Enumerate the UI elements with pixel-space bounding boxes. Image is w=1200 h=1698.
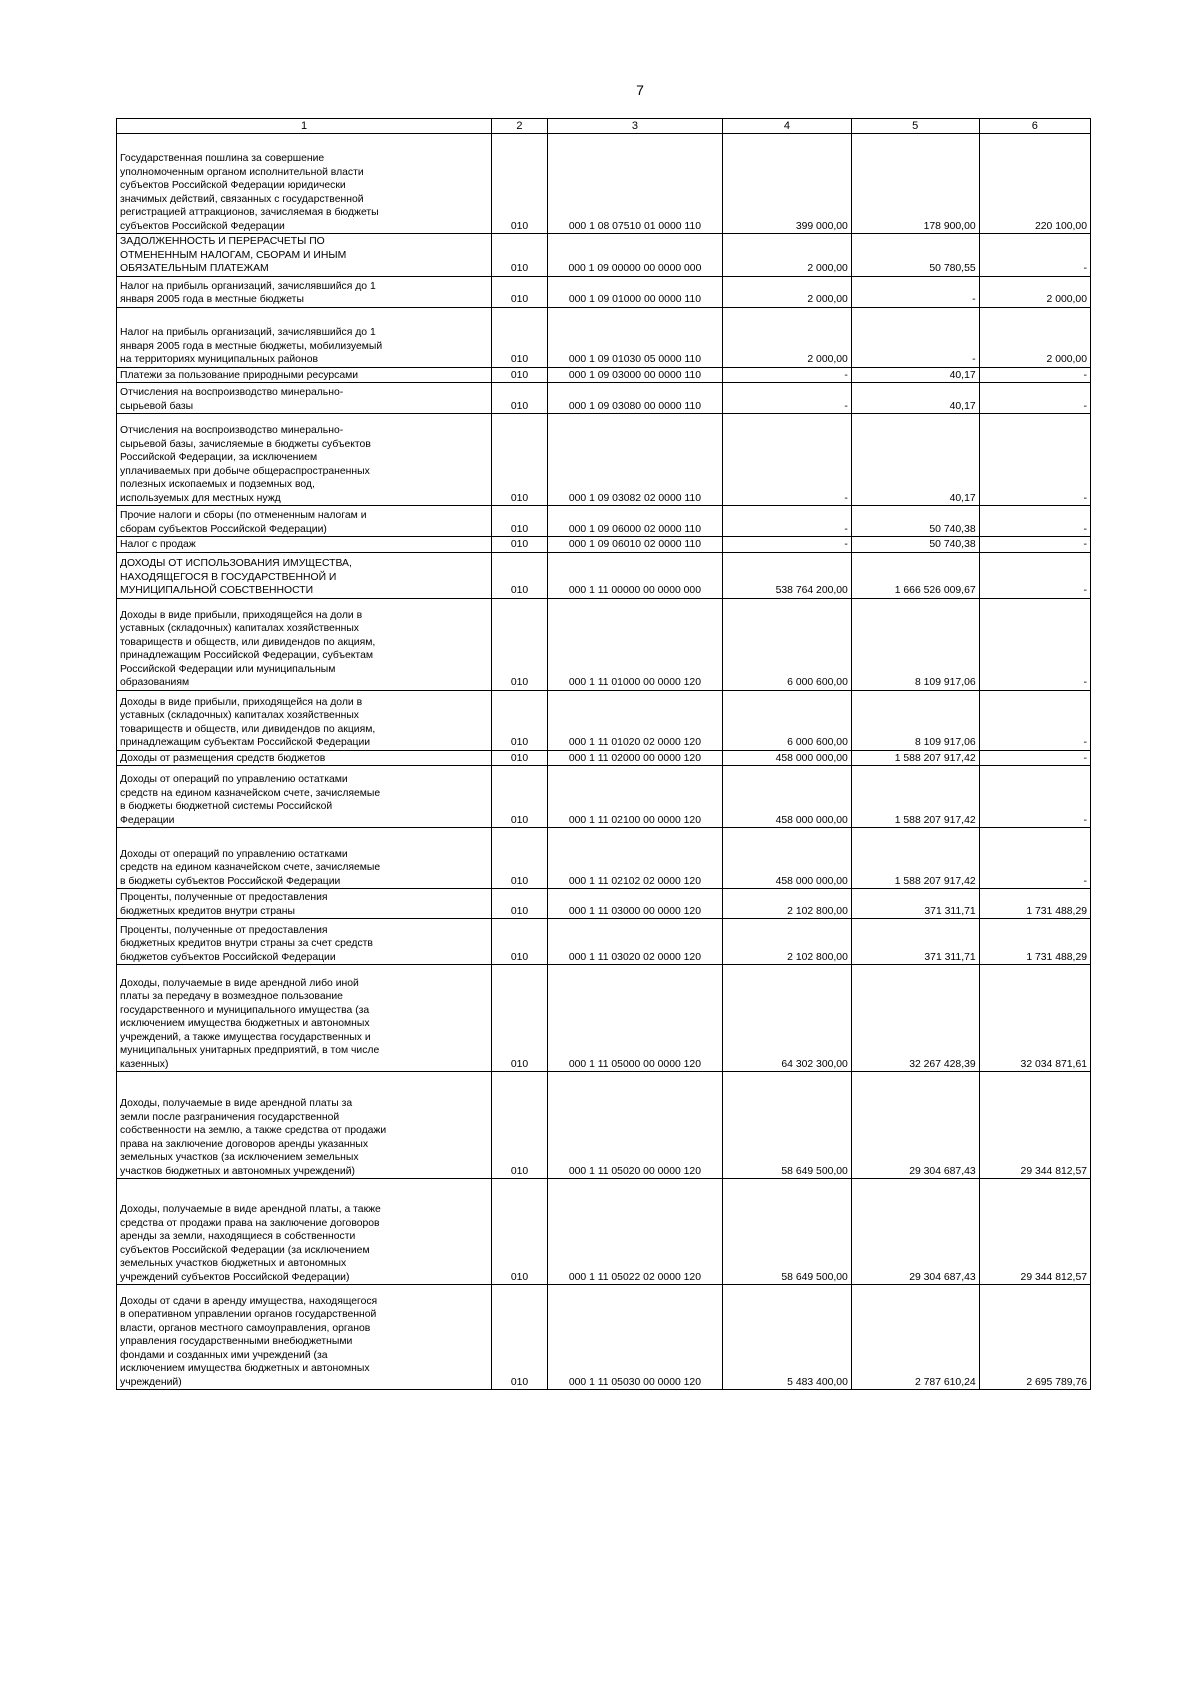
row-name-cell-text: Налог с продаж (120, 539, 196, 551)
row-line-code-cell-text: 010 (510, 1058, 529, 1070)
row-name-cell (117, 134, 492, 234)
table-row (117, 750, 1091, 766)
row-col4-cell-text: - (844, 492, 848, 504)
row-name-cell (117, 552, 492, 598)
row-name-cell (117, 414, 492, 506)
row-col6-cell (979, 276, 1090, 307)
row-col5-cell (851, 690, 979, 750)
row-col6-cell-text: - (1083, 263, 1087, 275)
row-col4-cell-text: 6 000 600,00 (787, 737, 848, 749)
row-col4-cell-text: 58 649 500,00 (781, 1165, 848, 1177)
row-line-code-cell (492, 134, 548, 234)
row-budget-code-cell-text: 000 1 09 03000 00 0000 110 (568, 369, 701, 381)
row-col5-cell (851, 1179, 979, 1285)
row-col5-cell-text: 40,17 (949, 369, 976, 381)
row-col5-cell (851, 506, 979, 537)
row-line-code-cell-text: 010 (510, 951, 529, 963)
row-name-cell (117, 1285, 492, 1390)
row-budget-code-cell-text: 000 1 09 00000 00 0000 000 (568, 263, 702, 275)
header-row (117, 119, 1091, 134)
row-line-code-cell (492, 750, 548, 766)
row-budget-code-cell (547, 1072, 722, 1179)
row-col5-cell-text: 50 740,38 (929, 539, 976, 551)
row-budget-code-cell (547, 1285, 722, 1390)
row-line-code-cell (492, 414, 548, 506)
row-col6-cell (979, 552, 1090, 598)
row-line-code-cell-text: 010 (510, 737, 529, 749)
row-budget-code-cell-text: 000 1 11 05030 00 0000 120 (568, 1376, 701, 1388)
row-col4-cell-text: 2 000,00 (807, 263, 848, 275)
page-number: 7 (636, 82, 644, 98)
row-line-code-cell-text: 010 (510, 1376, 529, 1388)
row-col6-cell (979, 1285, 1090, 1390)
row-col4-cell-text: - (844, 369, 848, 381)
row-col5-cell (851, 234, 979, 277)
row-name-cell-text: Прочие налоги и сборы (по отмененным налогам и сборам субъектов Российской Федерации) (120, 510, 367, 535)
row-col5-cell (851, 598, 979, 690)
table-row (117, 537, 1091, 553)
row-line-code-cell-text: 010 (510, 752, 529, 764)
row-name-cell-text: Доходы, получаемые в виде арендной платы, а также средства от продажи права на заключение договоров аренды за земли, находящиеся в собственности субъектов Российской Федерации (за исключением земельных участков бюджетных и автономных учреждений субъектов Российской Федерации) (120, 1204, 381, 1283)
row-col4-cell-text: 399 000,00 (795, 220, 848, 232)
row-col5-cell-text: 1 588 207 917,42 (894, 752, 976, 764)
table-row (117, 383, 1091, 414)
row-name-cell (117, 828, 492, 889)
row-col4-cell-text: 64 302 300,00 (781, 1058, 848, 1070)
row-name-cell-text: Платежи за пользование природными ресурсами (120, 369, 359, 381)
row-col5-cell-text: 50 780,55 (929, 263, 976, 275)
table-row (117, 234, 1091, 277)
row-col5-cell-text: 29 304 687,43 (909, 1165, 976, 1177)
row-col6-cell-text: 32 034 871,61 (1020, 1058, 1087, 1070)
row-budget-code-cell (547, 889, 722, 919)
row-line-code-cell-text: 010 (510, 294, 529, 306)
row-col4-cell (723, 307, 852, 367)
row-name-cell-text: Доходы от сдачи в аренду имущества, находящегося в оперативном управлении органов государственной власти, органов местного самоуправления, органов управления государственными внебюджетными фондами и созданных ими учреждений (за исключением имущества бюджетных и автономных учреждений) (120, 1295, 378, 1388)
row-name-cell (117, 889, 492, 919)
row-col5-cell (851, 919, 979, 965)
row-col5-cell (851, 828, 979, 889)
header-cell: 6 (979, 119, 1090, 134)
row-col4-cell (723, 1179, 852, 1285)
row-budget-code-cell-text: 000 1 11 05022 02 0000 120 (568, 1271, 701, 1283)
row-name-cell-text: Налог на прибыль организаций, зачислявшийся до 1 января 2005 года в местные бюджеты, мобилизуемый на территориях муниципальных районов (120, 327, 383, 366)
row-line-code-cell (492, 690, 548, 750)
row-col6-cell (979, 537, 1090, 553)
row-col4-cell (723, 367, 852, 383)
table-row (117, 134, 1091, 234)
row-col6-cell (979, 367, 1090, 383)
table-row (117, 307, 1091, 367)
row-col4-cell-text: 2 102 800,00 (787, 905, 848, 917)
row-budget-code-cell-text: 000 1 11 03020 02 0000 120 (568, 951, 701, 963)
row-col6-cell-text: - (1083, 400, 1087, 412)
row-col6-cell (979, 828, 1090, 889)
header-cell: 3 (547, 119, 722, 134)
row-name-cell-text: ДОХОДЫ ОТ ИСПОЛЬЗОВАНИЯ ИМУЩЕСТВА, НАХОДЯЩЕГОСЯ В ГОСУДАРСТВЕННОЙ И МУНИЦИПАЛЬНОЙ СОБСТВЕННОСТИ (120, 558, 352, 597)
row-name-cell-text: Доходы, получаемые в виде арендной платы за земли после разграничения государственной собственности на землю, а также средства от продажи права на заключение договоров аренды указанных земельных участков (за исключением земельных участков бюджетных и автономных учреждений) (120, 1098, 387, 1177)
row-budget-code-cell-text: 000 1 08 07510 01 0000 110 (568, 220, 701, 232)
row-name-cell-text: Проценты, полученные от предоставления бюджетных кредитов внутри страны за счет средств бюджетов субъектов Российской Федерации (120, 924, 373, 963)
row-col5-cell-text: 1 666 526 009,67 (894, 585, 976, 597)
row-line-code-cell-text: 010 (510, 1165, 529, 1177)
row-budget-code-cell (547, 506, 722, 537)
row-col6-cell-text: - (1083, 369, 1087, 381)
row-line-code-cell-text: 010 (510, 369, 529, 381)
row-col4-cell (723, 134, 852, 234)
row-budget-code-cell (547, 965, 722, 1072)
row-col5-cell-text: 32 267 428,39 (909, 1058, 976, 1070)
row-col5-cell-text: 371 311,71 (924, 905, 976, 917)
row-line-code-cell-text: 010 (510, 875, 529, 887)
row-line-code-cell-text: 010 (510, 539, 529, 551)
row-name-cell-text: Государственная пошлина за совершение уполномоченным органом исполнительной власти субъектов Российской Федерации юридически значимых действий, связанных с государственной регистрацией аттракционов, зачисляемая в бюджеты субъектов Российской Федерации (120, 153, 379, 232)
row-name-cell-text: Налог на прибыль организаций, зачислявшийся до 1 января 2005 года в местные бюджеты (120, 280, 376, 306)
table-row (117, 828, 1091, 889)
row-budget-code-cell (547, 234, 722, 277)
row-budget-code-cell-text: 000 1 11 03000 00 0000 120 (568, 905, 701, 917)
row-col5-cell-text: 29 304 687,43 (909, 1271, 976, 1283)
row-line-code-cell (492, 766, 548, 828)
row-line-code-cell-text: 010 (510, 1271, 529, 1283)
table-row (117, 1179, 1091, 1285)
row-col6-cell (979, 598, 1090, 690)
row-col5-cell-text: 50 740,38 (929, 523, 976, 535)
row-col6-cell-text: - (1083, 752, 1087, 764)
row-name-cell (117, 598, 492, 690)
row-col4-cell (723, 1285, 852, 1390)
row-col5-cell-text: 40,17 (949, 400, 976, 412)
row-line-code-cell (492, 234, 548, 277)
row-col4-cell (723, 750, 852, 766)
row-col6-cell-text: 220 100,00 (1034, 220, 1087, 232)
row-budget-code-cell-text: 000 1 11 05020 00 0000 120 (568, 1165, 701, 1177)
table-row (117, 552, 1091, 598)
row-budget-code-cell (547, 690, 722, 750)
row-budget-code-cell-text: 000 1 09 06000 02 0000 110 (568, 523, 701, 535)
row-line-code-cell (492, 1072, 548, 1179)
table-row (117, 506, 1091, 537)
table-row (117, 919, 1091, 965)
row-col6-cell-text: 1 731 488,29 (1026, 951, 1087, 963)
row-name-cell (117, 276, 492, 307)
table-row (117, 367, 1091, 383)
row-name-cell (117, 1179, 492, 1285)
row-line-code-cell (492, 552, 548, 598)
row-line-code-cell (492, 1179, 548, 1285)
row-col4-cell-text: 2 000,00 (807, 294, 848, 306)
row-line-code-cell (492, 307, 548, 367)
row-budget-code-cell-text: 000 1 11 01020 02 0000 120 (568, 737, 701, 749)
row-col5-cell-text: 8 109 917,06 (914, 737, 976, 749)
row-name-cell-text: Отчисления на воспроизводство минерально- сырьевой базы (120, 387, 344, 412)
row-line-code-cell-text: 010 (510, 814, 529, 826)
table-row (117, 766, 1091, 828)
row-name-cell (117, 307, 492, 367)
row-col6-cell-text: 29 344 812,57 (1020, 1271, 1087, 1283)
row-name-cell (117, 537, 492, 553)
row-col5-cell (851, 537, 979, 553)
header-cell: 5 (851, 119, 979, 134)
row-col5-cell (851, 552, 979, 598)
row-col4-cell (723, 1072, 852, 1179)
row-col6-cell-text: - (1083, 523, 1087, 535)
row-col6-cell (979, 134, 1090, 234)
row-col5-cell-text: 1 588 207 917,42 (894, 814, 976, 826)
row-line-code-cell-text: 010 (510, 220, 529, 232)
row-col5-cell (851, 383, 979, 414)
row-line-code-cell (492, 919, 548, 965)
row-line-code-cell-text: 010 (510, 523, 529, 535)
row-col5-cell (851, 134, 979, 234)
row-col4-cell (723, 965, 852, 1072)
row-col5-cell-text: 40,17 (949, 492, 976, 504)
header-cell: 1 (117, 119, 492, 134)
row-name-cell (117, 919, 492, 965)
row-line-code-cell (492, 276, 548, 307)
row-col5-cell-text: 2 787 610,24 (914, 1376, 976, 1388)
row-budget-code-cell (547, 766, 722, 828)
table-row (117, 965, 1091, 1072)
row-line-code-cell (492, 1285, 548, 1390)
row-col4-cell (723, 552, 852, 598)
row-col4-cell (723, 828, 852, 889)
row-col6-cell-text: 29 344 812,57 (1020, 1165, 1087, 1177)
row-col4-cell (723, 598, 852, 690)
row-budget-code-cell-text: 000 1 09 03082 02 0000 110 (568, 492, 701, 504)
revenue-table (116, 118, 1091, 1390)
row-col4-cell (723, 383, 852, 414)
row-col6-cell-text: 2 695 789,76 (1026, 1376, 1087, 1388)
row-name-cell-text: Доходы в виде прибыли, приходящейся на доли в уставных (складочных) капиталах хозяйственных товариществ и обществ, или дивидендов по акциям, принадлежащим Российской Федерации, субъектам Российской Федерации или муниципальным образованиям (120, 609, 376, 689)
row-line-code-cell-text: 010 (510, 354, 529, 366)
row-col4-cell-text: 458 000 000,00 (775, 814, 848, 826)
row-col4-cell (723, 414, 852, 506)
row-col5-cell (851, 367, 979, 383)
row-col6-cell (979, 383, 1090, 414)
row-name-cell (117, 367, 492, 383)
row-col6-cell (979, 750, 1090, 766)
row-budget-code-cell (547, 919, 722, 965)
table-row (117, 690, 1091, 750)
row-name-cell (117, 383, 492, 414)
row-budget-code-cell (547, 383, 722, 414)
row-name-cell-text: ЗАДОЛЖЕННОСТЬ И ПЕРЕРАСЧЕТЫ ПО ОТМЕНЕННЫМ НАЛОГАМ, СБОРАМ И ИНЫМ ОБЯЗАТЕЛЬНЫМ ПЛАТЕЖАМ (120, 236, 347, 275)
row-col5-cell-text: - (972, 354, 976, 366)
row-col4-cell (723, 276, 852, 307)
row-budget-code-cell (547, 367, 722, 383)
row-col5-cell (851, 1285, 979, 1390)
row-col4-cell-text: 5 483 400,00 (787, 1376, 848, 1388)
row-col5-cell (851, 766, 979, 828)
row-budget-code-cell-text: 000 1 09 01000 00 0000 110 (568, 294, 701, 306)
row-line-code-cell-text: 010 (510, 585, 529, 597)
row-budget-code-cell-text: 000 1 11 02000 00 0000 120 (568, 752, 701, 764)
row-budget-code-cell-text: 000 1 11 02100 00 0000 120 (568, 814, 701, 826)
row-col5-cell-text: 178 900,00 (923, 220, 976, 232)
row-name-cell (117, 690, 492, 750)
row-col5-cell-text: 8 109 917,06 (914, 677, 976, 689)
row-name-cell-text: Доходы, получаемые в виде арендной либо иной платы за передачу в возмездное пользование государственного и муниципального имущества (за исключением имущества бюджетных и автономных учреждений, а также имущества государственных и муниципальных унитарных предприятий, в том числе казенных) (120, 977, 380, 1070)
row-name-cell-text: Доходы от операций по управлению остатками средств на едином казначейском счете, зачисляемые в бюджеты субъектов Российской Федерации (120, 848, 381, 887)
row-col4-cell (723, 234, 852, 277)
row-line-code-cell (492, 506, 548, 537)
row-col6-cell (979, 414, 1090, 506)
row-name-cell-text: Отчисления на воспроизводство минерально- сырьевой базы, зачисляемые в бюджеты субъектов Российской Федерации, за исключением уплачиваемых при добыче общераспространенных полезных ископаемых и подземных вод, используемых для местных нужд (120, 425, 371, 504)
row-col6-cell-text: 2 000,00 (1046, 354, 1087, 366)
row-col6-cell (979, 307, 1090, 367)
row-budget-code-cell (547, 307, 722, 367)
row-col6-cell (979, 965, 1090, 1072)
row-col5-cell (851, 1072, 979, 1179)
row-col5-cell-text: - (972, 294, 976, 306)
row-col5-cell (851, 276, 979, 307)
row-col5-cell-text: 371 311,71 (924, 951, 976, 963)
row-col5-cell (851, 414, 979, 506)
row-budget-code-cell (547, 537, 722, 553)
row-line-code-cell (492, 367, 548, 383)
row-budget-code-cell (547, 414, 722, 506)
row-col4-cell (723, 506, 852, 537)
row-col4-cell (723, 766, 852, 828)
row-col5-cell (851, 750, 979, 766)
header-cell: 2 (492, 119, 548, 134)
row-col4-cell-text: 458 000 000,00 (775, 875, 848, 887)
row-col4-cell-text: 2 000,00 (807, 354, 848, 366)
row-col6-cell (979, 766, 1090, 828)
row-budget-code-cell-text: 000 1 11 02102 02 0000 120 (568, 875, 701, 887)
row-col6-cell (979, 234, 1090, 277)
row-budget-code-cell-text: 000 1 09 03080 00 0000 110 (568, 400, 701, 412)
row-col4-cell (723, 690, 852, 750)
row-col6-cell (979, 1179, 1090, 1285)
row-name-cell-text: Доходы от размещения средств бюджетов (120, 752, 326, 764)
row-col6-cell-text: 1 731 488,29 (1026, 905, 1087, 917)
row-col6-cell-text: - (1083, 814, 1087, 826)
row-col4-cell-text: - (844, 539, 848, 551)
row-col4-cell-text: 458 000 000,00 (775, 752, 848, 764)
row-name-cell (117, 506, 492, 537)
row-budget-code-cell (547, 276, 722, 307)
row-col4-cell (723, 537, 852, 553)
row-col6-cell (979, 1072, 1090, 1179)
row-line-code-cell-text: 010 (510, 677, 529, 689)
row-name-cell (117, 766, 492, 828)
row-col6-cell-text: - (1083, 585, 1087, 597)
table-row (117, 1072, 1091, 1179)
row-budget-code-cell (547, 750, 722, 766)
row-budget-code-cell (547, 552, 722, 598)
row-col5-cell-text: 1 588 207 917,42 (894, 875, 976, 887)
row-col6-cell-text: - (1083, 492, 1087, 504)
row-line-code-cell-text: 010 (510, 492, 529, 504)
row-budget-code-cell (547, 828, 722, 889)
table-row (117, 414, 1091, 506)
table-row (117, 598, 1091, 690)
row-line-code-cell (492, 889, 548, 919)
row-name-cell-text: Доходы в виде прибыли, приходящейся на доли в уставных (складочных) капиталах хозяйственных товариществ и обществ, или дивидендов по акциям, принадлежащим субъектам Российской Федерации (120, 696, 376, 749)
row-col6-cell (979, 889, 1090, 919)
header-cell: 4 (723, 119, 852, 134)
row-budget-code-cell (547, 134, 722, 234)
row-name-cell (117, 1072, 492, 1179)
row-budget-code-cell (547, 1179, 722, 1285)
row-line-code-cell (492, 537, 548, 553)
row-col6-cell-text: - (1083, 875, 1087, 887)
row-line-code-cell (492, 965, 548, 1072)
table-row (117, 276, 1091, 307)
row-col6-cell (979, 506, 1090, 537)
row-name-cell (117, 750, 492, 766)
row-col4-cell-text: - (844, 523, 848, 535)
row-col6-cell-text: - (1083, 539, 1087, 551)
row-col5-cell (851, 307, 979, 367)
row-budget-code-cell-text: 000 1 11 00000 00 0000 000 (568, 585, 701, 597)
table-row (117, 889, 1091, 919)
row-budget-code-cell-text: 000 1 09 06010 02 0000 110 (568, 539, 701, 551)
row-budget-code-cell-text: 000 1 11 01000 00 0000 120 (568, 677, 701, 689)
table-row (117, 1285, 1091, 1390)
row-name-cell-text: Проценты, полученные от предоставления бюджетных кредитов внутри страны (120, 892, 328, 917)
row-col6-cell (979, 690, 1090, 750)
row-col4-cell (723, 889, 852, 919)
row-line-code-cell-text: 010 (510, 263, 529, 275)
row-budget-code-cell (547, 598, 722, 690)
row-col6-cell (979, 919, 1090, 965)
row-col5-cell (851, 889, 979, 919)
row-line-code-cell (492, 383, 548, 414)
row-col6-cell-text: 2 000,00 (1046, 294, 1087, 306)
row-col6-cell-text: - (1083, 677, 1087, 689)
row-col4-cell-text: 2 102 800,00 (787, 951, 848, 963)
row-name-cell (117, 965, 492, 1072)
row-line-code-cell (492, 598, 548, 690)
row-col4-cell (723, 919, 852, 965)
row-budget-code-cell-text: 000 1 09 01030 05 0000 110 (568, 354, 701, 366)
row-line-code-cell-text: 010 (510, 905, 529, 917)
row-budget-code-cell-text: 000 1 11 05000 00 0000 120 (568, 1058, 701, 1070)
row-col4-cell-text: 58 649 500,00 (781, 1271, 848, 1283)
row-col4-cell-text: - (844, 400, 848, 412)
row-col6-cell-text: - (1083, 737, 1087, 749)
row-col5-cell (851, 965, 979, 1072)
row-line-code-cell-text: 010 (510, 400, 529, 412)
row-name-cell-text: Доходы от операций по управлению остатками средств на едином казначейском счете, зачисляемые в бюджеты бюджетной системы Российской Федерации (120, 774, 381, 826)
row-col4-cell-text: 6 000 600,00 (787, 677, 848, 689)
row-name-cell (117, 234, 492, 277)
row-col4-cell-text: 538 764 200,00 (775, 585, 848, 597)
row-line-code-cell (492, 828, 548, 889)
